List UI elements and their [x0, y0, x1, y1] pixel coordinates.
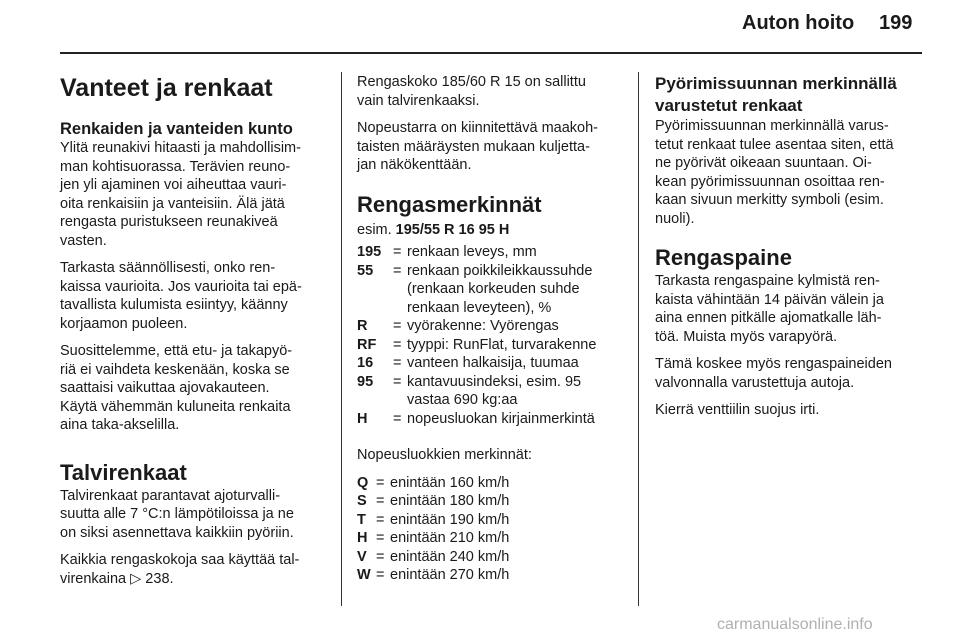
text-line: aina ennen pitkälle ajomatkalle läh-: [655, 310, 882, 326]
equals-sign: =: [376, 511, 385, 528]
table-row: [357, 373, 596, 410]
table-row: [357, 548, 509, 567]
speed-key: W: [357, 567, 371, 583]
marking-key: 195: [357, 244, 382, 260]
header-title: Auton hoito: [742, 12, 855, 34]
table-row: [357, 474, 509, 493]
equals-sign: =: [393, 410, 402, 427]
paragraph: [655, 117, 930, 228]
table-row: [357, 566, 509, 585]
text-line: vanteen halkaisija, tuumaa: [407, 355, 579, 371]
text-line: on siksi asennettava kaikkiin pyöriin.: [60, 524, 294, 541]
text-line: Pyörimissuunnan merkinnällä varus-: [655, 118, 889, 134]
marking-desc: [407, 354, 596, 373]
equals-sign: =: [376, 493, 385, 509]
text-line: korjaamon puoleen.: [60, 315, 188, 332]
example-line: [357, 221, 622, 240]
speed-desc: enintään 210 km/h: [390, 530, 510, 546]
marking-desc: [407, 262, 596, 318]
marking-key: 55: [357, 262, 374, 279]
watermark: carmanualsonline.info: [717, 616, 873, 633]
text-line: Talvirenkaat parantavat ajoturvalli-: [60, 487, 281, 504]
speed-key: T: [357, 511, 366, 528]
table-row: [357, 317, 596, 336]
text-line: vain talvirenkaaksi.: [357, 92, 480, 109]
equals-sign: =: [393, 262, 402, 279]
text-line: Tämä koskee myös rengaspaineiden: [655, 356, 892, 372]
text-line: Käytä vähemmän kuluneita renkaita: [60, 398, 291, 415]
marking-desc: [407, 336, 596, 355]
text-line: nuoli).: [655, 210, 695, 227]
page-number: 199: [879, 12, 913, 34]
speed-intro: Nopeusluokkien merkinnät:: [357, 447, 532, 463]
text-line: varustetut renkaat: [655, 96, 803, 115]
text-line: kaissa vaurioita. Jos vaurioita tai epä-: [60, 278, 302, 295]
text-line: suutta alle 7 °C:n lämpötiloissa ja ne: [60, 506, 294, 522]
marking-desc: [407, 243, 596, 262]
text-line: renkaan leveys, mm: [407, 244, 537, 260]
table-row: [357, 410, 596, 429]
cross-reference-link[interactable]: 238.: [141, 570, 174, 587]
equals-sign: =: [376, 530, 385, 546]
speed-desc: enintään 160 km/h: [390, 474, 510, 491]
cross-reference-arrow-icon: ▷: [130, 570, 142, 587]
paragraph: [60, 139, 330, 250]
column-3: [655, 73, 930, 429]
speed-key: H: [357, 530, 368, 546]
equals-sign: =: [376, 567, 385, 583]
equals-sign: =: [393, 373, 402, 390]
equals-sign: =: [393, 318, 402, 334]
table-row: [357, 354, 596, 373]
paragraph: [60, 342, 330, 435]
speed-table: [357, 474, 509, 585]
section-title-rim-condition: Renkaiden ja vanteiden kunto: [60, 120, 293, 138]
text-line: taisten määräysten mukaan kuljetta-: [357, 138, 590, 155]
equals-sign: =: [376, 548, 385, 565]
chapter-heading: Vanteet ja renkaat: [60, 74, 273, 102]
text-line: töä. Muista myös varapyörä.: [655, 328, 838, 345]
marking-key: 95: [357, 373, 374, 390]
paragraph: [60, 487, 330, 543]
text-line: jen yli ajaminen voi aiheuttaa vauri-: [60, 177, 287, 193]
marking-key: 16: [357, 355, 374, 371]
text-line: vastaa 690 kg:aa: [407, 392, 518, 408]
paragraph: [655, 272, 930, 346]
table-row: [357, 262, 596, 318]
speed-desc: enintään 270 km/h: [390, 567, 510, 583]
equals-sign: =: [376, 474, 385, 491]
text-line: jan näkökenttään.: [357, 157, 472, 173]
marking-desc: [407, 410, 596, 429]
paragraph: [357, 119, 622, 175]
text-line: Tarkasta säännöllisesti, onko ren-: [60, 260, 276, 276]
table-row: [357, 336, 596, 355]
text-line: nopeusluokan kirjainmerkintä: [407, 410, 595, 427]
text-line: kantavuusindeksi, esim. 95: [407, 373, 582, 390]
header-rule: [60, 52, 922, 54]
table-row: [357, 243, 596, 262]
section-title-tyre-pressure: Rengaspaine: [655, 245, 792, 270]
text-line: Rengaskoko 185/60 R 15 on sallittu: [357, 74, 586, 90]
text-line: renkaan leveyteen), %: [407, 299, 552, 316]
text-line: aina taka-akselilla.: [60, 417, 180, 433]
marking-key: H: [357, 410, 368, 427]
text-line: Nopeustarra on kiinnitettävä maakoh-: [357, 120, 598, 136]
speed-key: S: [357, 493, 367, 509]
paragraph: [357, 73, 622, 110]
column-2: [357, 73, 622, 594]
marking-key: RF: [357, 336, 377, 353]
equals-sign: =: [393, 336, 402, 353]
text-line: tetut renkaat tulee asentaa siten, että: [655, 136, 894, 153]
equals-sign: =: [393, 244, 402, 260]
marking-desc: [407, 317, 596, 336]
paragraph: [655, 401, 930, 420]
text-line: ne pyörivät oikeaan suuntaan. Oi-: [655, 155, 872, 171]
table-row: [357, 511, 509, 530]
text-line: saattaisi vaikuttaa ajovakauteen.: [60, 380, 270, 396]
example-prefix: esim.: [357, 221, 396, 238]
text-line: Tarkasta rengaspaine kylmistä ren-: [655, 273, 880, 289]
text-line: valvonnalla varustettuja autoja.: [655, 374, 855, 391]
paragraph: [60, 259, 330, 333]
speed-key: Q: [357, 474, 369, 491]
speed-desc: enintään 180 km/h: [390, 493, 510, 509]
text-line: riä ei vaihdeta keskenään, koska se: [60, 361, 290, 378]
text-line: Kaikkia rengaskokoja saa käyttää tal-: [60, 552, 300, 568]
text-line: renkaan poikkileikkaussuhde: [407, 262, 593, 279]
table-row: [357, 492, 509, 511]
speed-desc: enintään 240 km/h: [390, 548, 510, 565]
marking-key: R: [357, 318, 368, 334]
equals-sign: =: [393, 355, 402, 371]
section-title-winter-tyres: Talvirenkaat: [60, 459, 187, 485]
text-line: Pyörimissuunnan merkinnällä: [655, 74, 897, 93]
text-line: oita renkaisiin ja vanteisiin. Älä jätä: [60, 195, 285, 212]
example-code: 195/55 R 16 95 H: [395, 221, 510, 238]
column-divider-1: [341, 72, 342, 606]
speed-key: V: [357, 548, 367, 565]
column-1: [60, 73, 330, 597]
column-divider-2: [638, 72, 639, 606]
text-line: tyyppi: RunFlat, turvarakenne: [407, 336, 597, 353]
text-line: vyörakenne: Vyörengas: [407, 318, 559, 334]
text-line: man kohtisuorassa. Terävien reuno-: [60, 158, 291, 175]
section-title-tyre-markings: Rengasmerkinnät: [357, 191, 542, 217]
text-line: Kierrä venttiilin suojus irti.: [655, 402, 820, 418]
paragraph: [60, 551, 330, 588]
text-line: tavallista kulumista esiintyy, käänny: [60, 297, 288, 313]
text-line: vasten.: [60, 232, 107, 249]
text-line: kean pyörimissuunnan osoittaa ren-: [655, 173, 885, 190]
table-row: [357, 529, 509, 548]
text-line: (renkaan korkeuden suhde: [407, 281, 580, 297]
text-line: Ylitä reunakivi hitaasti ja mahdollisim-: [60, 140, 301, 156]
speed-desc: enintään 190 km/h: [390, 511, 510, 528]
text-line: kaista vähintään 14 päivän välein ja: [655, 291, 884, 308]
section-title-rotation-direction: [655, 73, 930, 117]
paragraph: [655, 355, 930, 392]
text-line: virenkaina: [60, 570, 127, 587]
markings-table: [357, 243, 596, 428]
text-line: rengasta puristukseen reunakiveä: [60, 214, 278, 230]
marking-desc: [407, 373, 596, 410]
text-line: kaan sivuun merkitty symboli (esim.: [655, 192, 884, 208]
text-line: Suosittelemme, että etu- ja takapyö-: [60, 343, 293, 359]
